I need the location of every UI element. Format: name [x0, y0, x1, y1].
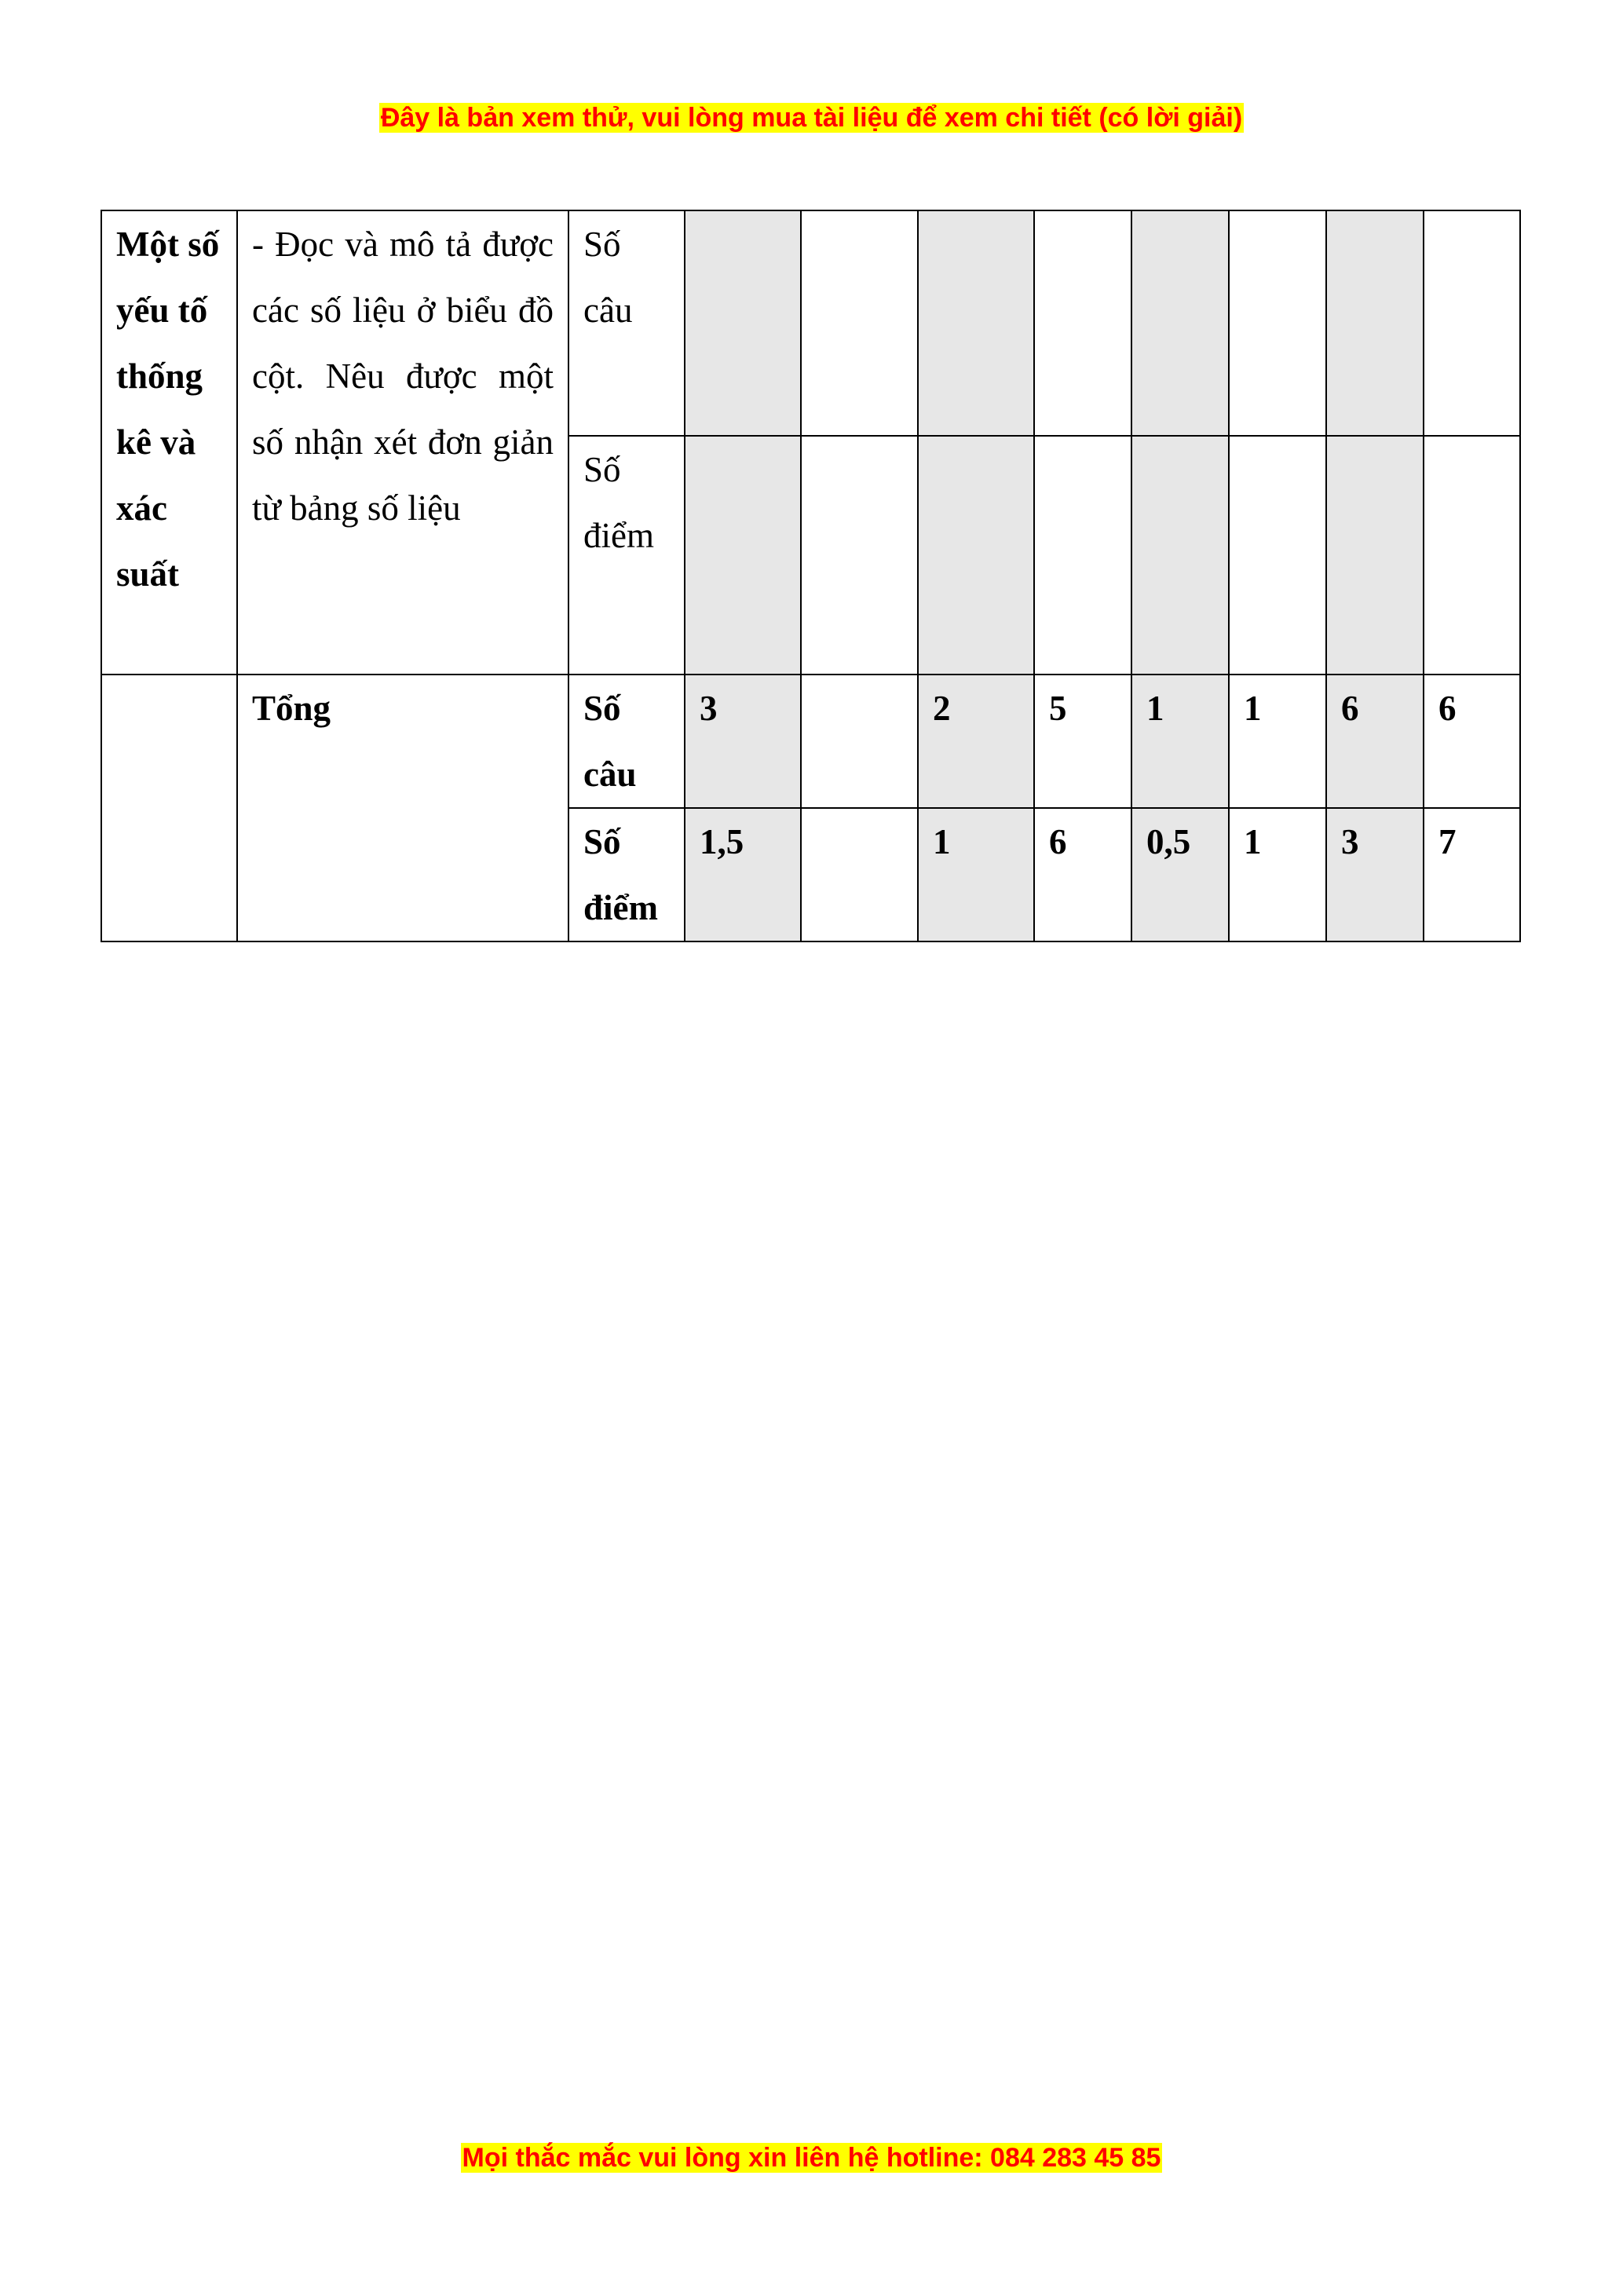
- total-value-cell: 1: [1229, 808, 1326, 941]
- metric-label-points: Số điểm: [568, 436, 685, 675]
- value-cell: [918, 210, 1034, 436]
- total-value-cell: 1: [1131, 675, 1229, 808]
- topic-name-cell: Một số yếu tố thống kê và xác suất: [101, 210, 237, 675]
- total-questions-row: [101, 675, 1520, 808]
- value-cell: [1229, 210, 1326, 436]
- total-label-cell: Tổng: [237, 675, 568, 941]
- total-value-cell: 6: [1424, 675, 1520, 808]
- total-value-cell: 7: [1424, 808, 1520, 941]
- metric-label-questions: Số câu: [568, 675, 685, 808]
- value-cell: [1424, 436, 1520, 675]
- preview-notice-text: Đây là bản xem thử, vui lòng mua tài liệu để xem chi tiết (có lời giải): [380, 103, 1243, 133]
- value-cell: [801, 436, 918, 675]
- total-value-cell: [801, 675, 918, 808]
- total-value-cell: 6: [1034, 808, 1131, 941]
- total-value-cell: 3: [685, 675, 801, 808]
- total-value-cell: 1,5: [685, 808, 801, 941]
- hotline-notice-text: Mọi thắc mắc vui lòng xin liên hệ hotline: 084 283 45 85: [462, 2143, 1161, 2173]
- value-cell: [801, 210, 918, 436]
- total-value-cell: 1: [918, 808, 1034, 941]
- topic-questions-row: [101, 210, 1520, 436]
- value-cell: [1229, 436, 1326, 675]
- value-cell: [918, 436, 1034, 675]
- assessment-matrix-table: [101, 210, 1521, 942]
- total-value-cell: 1: [1229, 675, 1326, 808]
- total-value-cell: [801, 808, 918, 941]
- total-value-cell: 6: [1326, 675, 1424, 808]
- preview-notice: [0, 101, 1623, 135]
- total-value-cell: 3: [1326, 808, 1424, 941]
- total-value-cell: 0,5: [1131, 808, 1229, 941]
- requirement-description-cell: - Đọc và mô tả được các số liệu ở biểu đồ cột. Nêu được một số nhận xét đơn giản từ bảng số liệu: [237, 210, 568, 675]
- total-value-cell: 2: [918, 675, 1034, 808]
- value-cell: [1034, 436, 1131, 675]
- value-cell: [685, 210, 801, 436]
- hotline-notice: [0, 2141, 1623, 2175]
- value-cell: [1326, 436, 1424, 675]
- value-cell: [1424, 210, 1520, 436]
- value-cell: [1326, 210, 1424, 436]
- empty-topic-cell: [101, 675, 237, 941]
- value-cell: [685, 436, 801, 675]
- metric-label-questions: Số câu: [568, 210, 685, 436]
- value-cell: [1131, 210, 1229, 436]
- value-cell: [1034, 210, 1131, 436]
- total-value-cell: 5: [1034, 675, 1131, 808]
- metric-label-points: Số điểm: [568, 808, 685, 941]
- value-cell: [1131, 436, 1229, 675]
